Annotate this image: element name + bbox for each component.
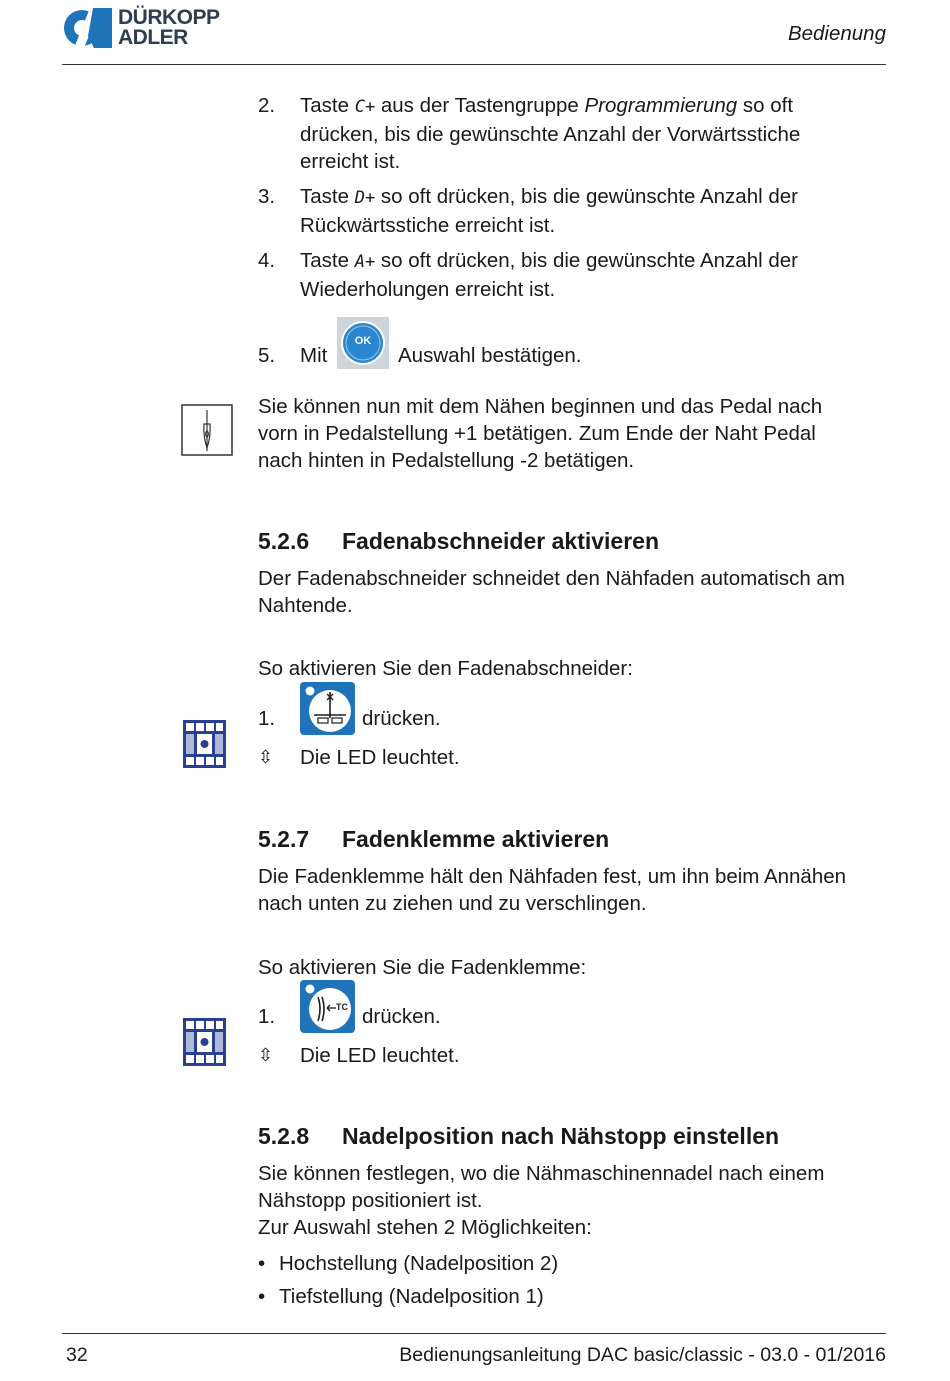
section-526-description: Der Fadenabschneider schneidet den Nähfaden automatisch am Nahtende. (258, 567, 845, 617)
section-527-description: Die Fadenklemme hält den Nähfaden fest, um ihn beim Annähen nach unten zu ziehen und zu verschlingen. (258, 865, 847, 915)
header-section-title: Bedienung (787, 22, 886, 45)
section-527-step-text: drücken. (362, 1005, 441, 1028)
logo (62, 8, 232, 50)
section-heading-526: 5.2.6 Fadenabschneider aktivieren (258, 528, 660, 554)
step-number: 4. (258, 249, 276, 272)
ok-button[interactable] (337, 317, 389, 369)
section-527-step-number: 1. (258, 1005, 276, 1028)
key-d-plus: D+ (354, 188, 376, 208)
section-527-result: Die LED leuchtet. (300, 1044, 460, 1067)
step-2: 2. Taste C+ aus der Tastengruppe Programmierung so oft drücken, bis die gewünschte Anzahl der Vorwärtsstiche erreicht ist. (258, 94, 801, 173)
step-5-number: 5. (258, 344, 276, 367)
footer-document-title: Bedienungsanleitung DAC basic/classic - 03.0 - 01/2016 (399, 1344, 886, 1366)
step-number: 3. (258, 185, 276, 208)
brand-line1: DÜRKOPP (118, 6, 220, 29)
ok-button-label: OK (354, 335, 372, 347)
needle-note-icon (181, 404, 233, 456)
section-526-step-number: 1. (258, 707, 276, 730)
result-arrow-icon: ⇳ (258, 747, 274, 767)
page-number: 32 (66, 1344, 88, 1366)
section-526-intro: So aktivieren Sie den Fadenabschneider: (258, 657, 633, 680)
thread-clamp-button[interactable] (300, 980, 355, 1033)
section-526-result: Die LED leuchtet. (300, 746, 460, 769)
thread-clamp-icon-label: TC (336, 1002, 348, 1012)
thread-cutter-icon (300, 682, 355, 735)
bullet-list (258, 1250, 898, 1310)
header-rule (62, 64, 886, 65)
list-item: • Hochstellung (Nadelposition 2) (258, 1252, 559, 1275)
section-528-description: Sie können festlegen, wo die Nähmaschinennadel nach einem Nähstopp positioniert ist. Zur Auswahl stehen 2 Möglichkeiten: (258, 1162, 825, 1239)
step-5-post: Auswahl bestätigen. (398, 344, 582, 367)
step-3: 3. Taste D+ so oft drücken, bis die gewünschte Anzahl der Rückwärtsstiche erreicht ist. (258, 185, 798, 237)
section-heading-528: 5.2.8 Nadelposition nach Nähstopp einstellen (258, 1123, 780, 1149)
step-4: 4. Taste A+ so oft drücken, bis die gewünschte Anzahl der Wiederholungen erreicht ist. (258, 249, 798, 301)
control-panel-icon (183, 720, 226, 768)
section-heading-527: 5.2.7 Fadenklemme aktivieren (258, 826, 610, 852)
list-item: • Tiefstellung (Nadelposition 1) (258, 1285, 544, 1308)
step-number: 2. (258, 94, 276, 117)
result-arrow-icon: ⇳ (258, 1045, 274, 1065)
key-c-plus: C+ (354, 97, 376, 117)
thread-cutter-button[interactable] (300, 682, 355, 735)
footer-rule (62, 1333, 886, 1334)
step-5-pre: Mit (300, 344, 328, 367)
section-527-intro: So aktivieren Sie die Fadenklemme: (258, 956, 587, 979)
control-panel-icon (183, 1018, 226, 1066)
section-526-step-text: drücken. (362, 707, 441, 730)
logo-mark-icon (62, 8, 112, 48)
note-text: Sie können nun mit dem Nähen beginnen und das Pedal nach vorn in Pedalstellung +1 betätigen. Zum Ende der Naht Pedal nach hinten in Pedalstellung -2 betätigen. (258, 395, 823, 472)
key-a-plus: A+ (354, 252, 376, 272)
brand-line2: ADLER (118, 26, 188, 49)
